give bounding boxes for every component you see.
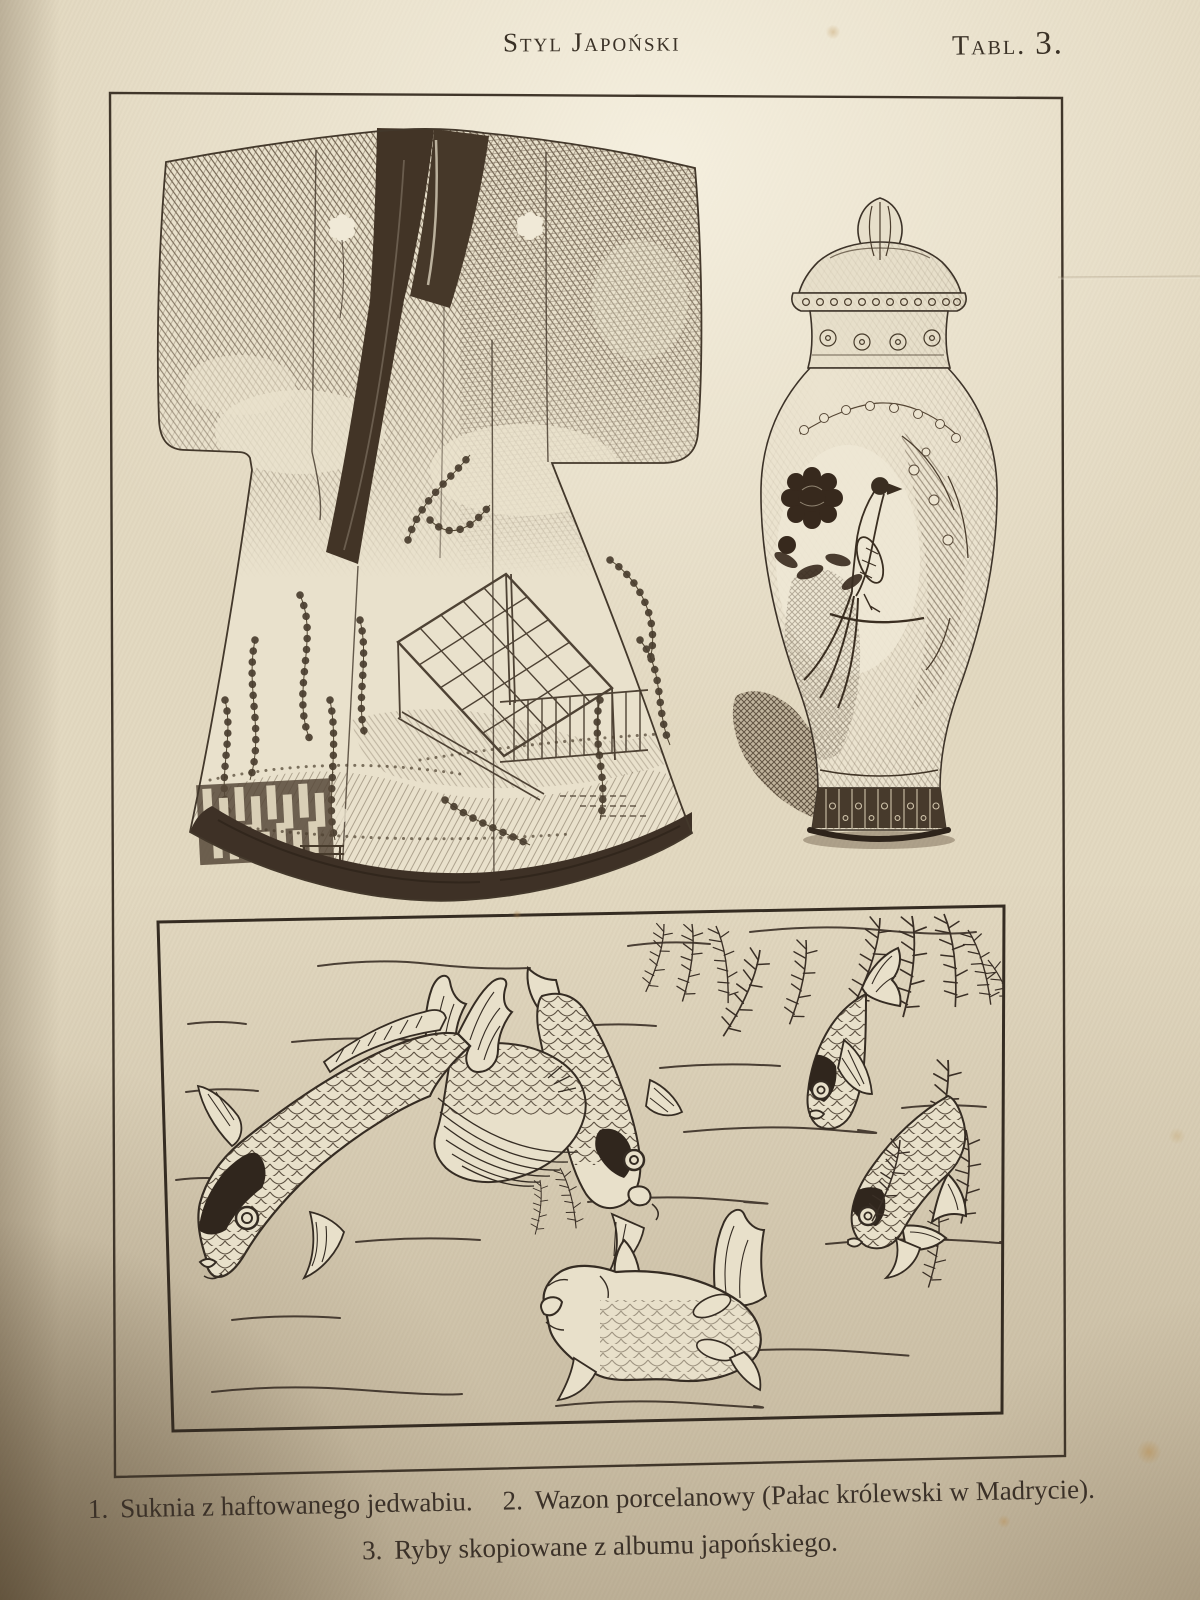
caption-item-1-number: 1.: [87, 1493, 109, 1524]
caption-item-3-text: Ryby skopiowane z albumu japońskiego.: [394, 1526, 839, 1565]
caption-item-2-number: 2.: [502, 1485, 524, 1516]
plate-number: Tabl. 3.: [951, 25, 1065, 62]
caption-item-2-text: Wazon porcelanowy (Pałac królewski w Madrycie).: [534, 1473, 1096, 1516]
page-title: Styl Japoński: [502, 26, 681, 58]
fish-panel-figure: [158, 906, 1030, 1431]
caption-item-1-text: Suknia z haftowanego jedwabiu.: [119, 1486, 473, 1524]
kimono-figure: [140, 118, 715, 901]
koi-right-diving: [845, 1090, 975, 1278]
koi-top-right: [800, 948, 901, 1130]
koi-belly-up: [541, 1210, 770, 1400]
vase-figure: [730, 190, 1020, 850]
caption-item-3-number: 3.: [361, 1534, 383, 1566]
foot-lappet-band: [812, 788, 946, 828]
